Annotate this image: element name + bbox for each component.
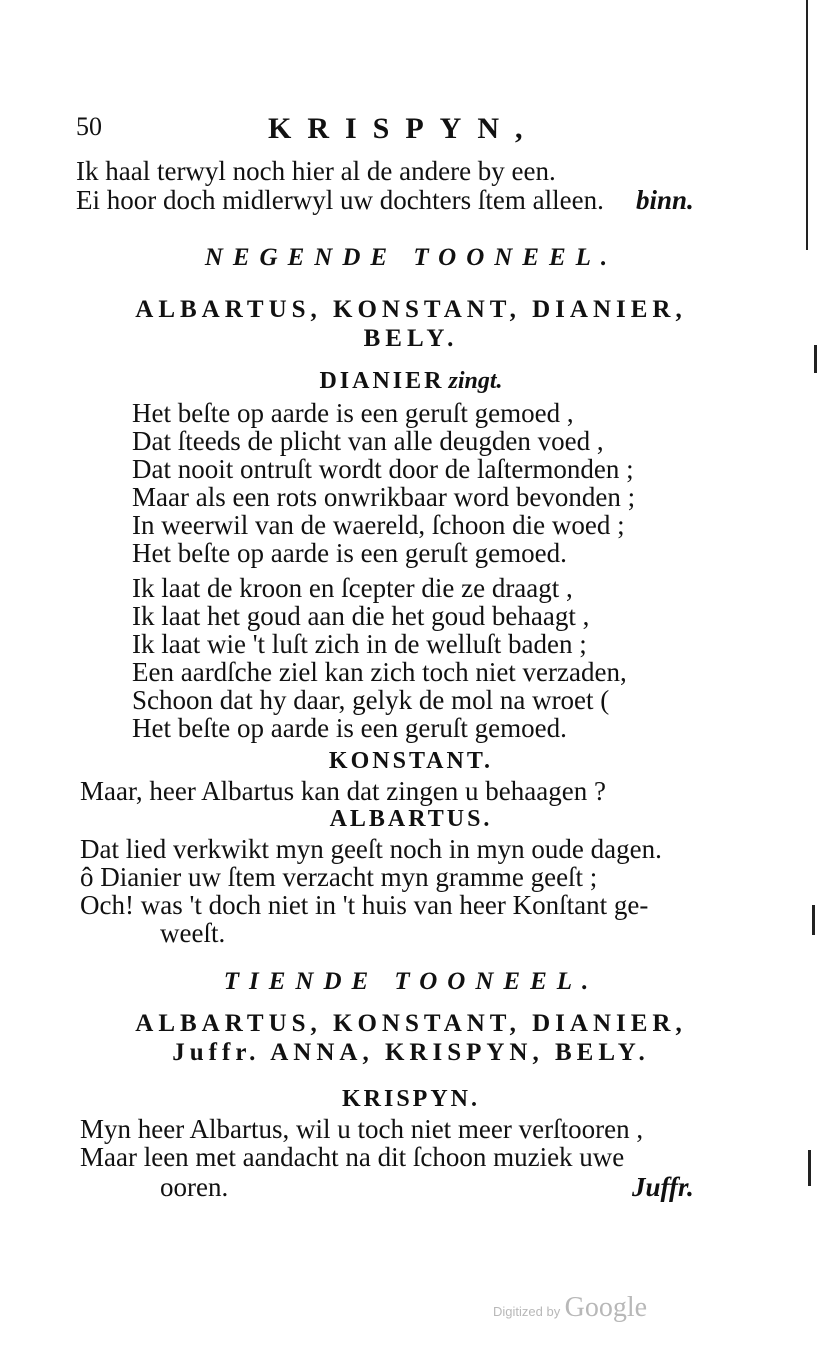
stanza-1-line-4: Maar als een rots onwrikbaar word bevonden ; [132,482,636,512]
song-speaker: DIANIER [319,368,445,394]
stanza-2-line-3: Ik laat wie 't luſt zich in de welluſt baden ; [132,629,587,659]
stanza-2-line-6: Het beſte op aarde is een geruſt gemoed. [132,713,567,743]
speaker-krispyn: KRISPYN. [341,1086,480,1112]
stanza-2-line-1: Ik laat de kroon en ſcepter die ze draagt , [132,573,573,603]
scene-9-cast-line-1: ALBARTUS, KONSTANT, DIANIER, [135,296,687,323]
speaker-albartus: ALBARTUS. [329,806,493,832]
catchword: Juffr. [632,1172,694,1202]
google-logo: Google [564,1292,648,1323]
digitized-watermark [493,1292,647,1324]
krispyn-line-3: ooren. [160,1172,229,1202]
scene-10-title: TIENDE TOONEEL. [223,968,599,995]
scan-edge-mark [808,1150,811,1186]
krispyn-line-1: Myn heer Albartus, wil u toch niet meer verſtooren , [80,1114,644,1144]
scan-edge-mark [812,905,815,935]
konstant-line: Maar, heer Albartus kan dat zingen u behaagen ? [80,776,606,806]
page-number: 50 [76,112,102,141]
scan-edge-line [806,0,808,250]
scene-10-cast-line-1: ALBARTUS, KONSTANT, DIANIER, [135,1010,687,1037]
albartus-line-4: weeſt. [160,918,226,948]
stanza-1-line-6: Het beſte op aarde is een geruſt gemoed. [132,538,567,568]
stanza-1-line-1: Het beſte op aarde is een geruſt gemoed , [132,398,574,428]
stanza-1-line-3: Dat nooit ontruſt wordt door de laſtermonden ; [132,454,634,484]
prelude-line-1: Ik haal terwyl noch hier al de andere by een. [76,156,556,186]
speaker-konstant: KONSTANT. [328,748,494,774]
watermark-prefix: Digitized by [493,1304,561,1319]
scan-edge-mark [814,345,817,373]
krispyn-line-2: Maar leen met aandacht na dit ſchoon muziek uwe [80,1142,625,1172]
scene-9-title: NEGENDE TOONEEL. [204,244,618,271]
song-direction: zingt. [448,368,503,394]
albartus-line-3: Och! was 't doch niet in 't huis van heer Konſtant ge- [80,890,649,920]
running-title: KRISPYN, [268,112,539,145]
albartus-line-1: Dat lied verkwikt myn geeſt noch in myn oude dagen. [80,834,662,864]
stanza-2-line-2: Ik laat het goud aan die het goud behaagt , [132,601,590,631]
stanza-2-line-4: Een aardſche ziel kan zich toch niet verzaden, [132,657,627,687]
stanza-1-line-2: Dat ſteeds de plicht van alle deugden voed , [132,426,604,456]
stanza-2-line-5: Schoon dat hy daar, gelyk de mol na wroet ( [132,685,610,715]
prelude-line-2: Ei hoor doch midlerwyl uw dochters ſtem alleen. [76,185,604,215]
scene-9-cast-line-2: BELY. [363,325,459,352]
stage-direction-binn: binn. [636,185,694,215]
albartus-line-2: ô Dianier uw ſtem verzacht myn gramme geeſt ; [80,862,598,892]
stanza-1-line-5: In weerwil van de waereld, ſchoon die woed ; [132,510,625,540]
scene-10-cast-line-2: Juffr. ANNA, KRISPYN, BELY. [172,1039,650,1066]
song-speaker-heading [0,368,822,395]
